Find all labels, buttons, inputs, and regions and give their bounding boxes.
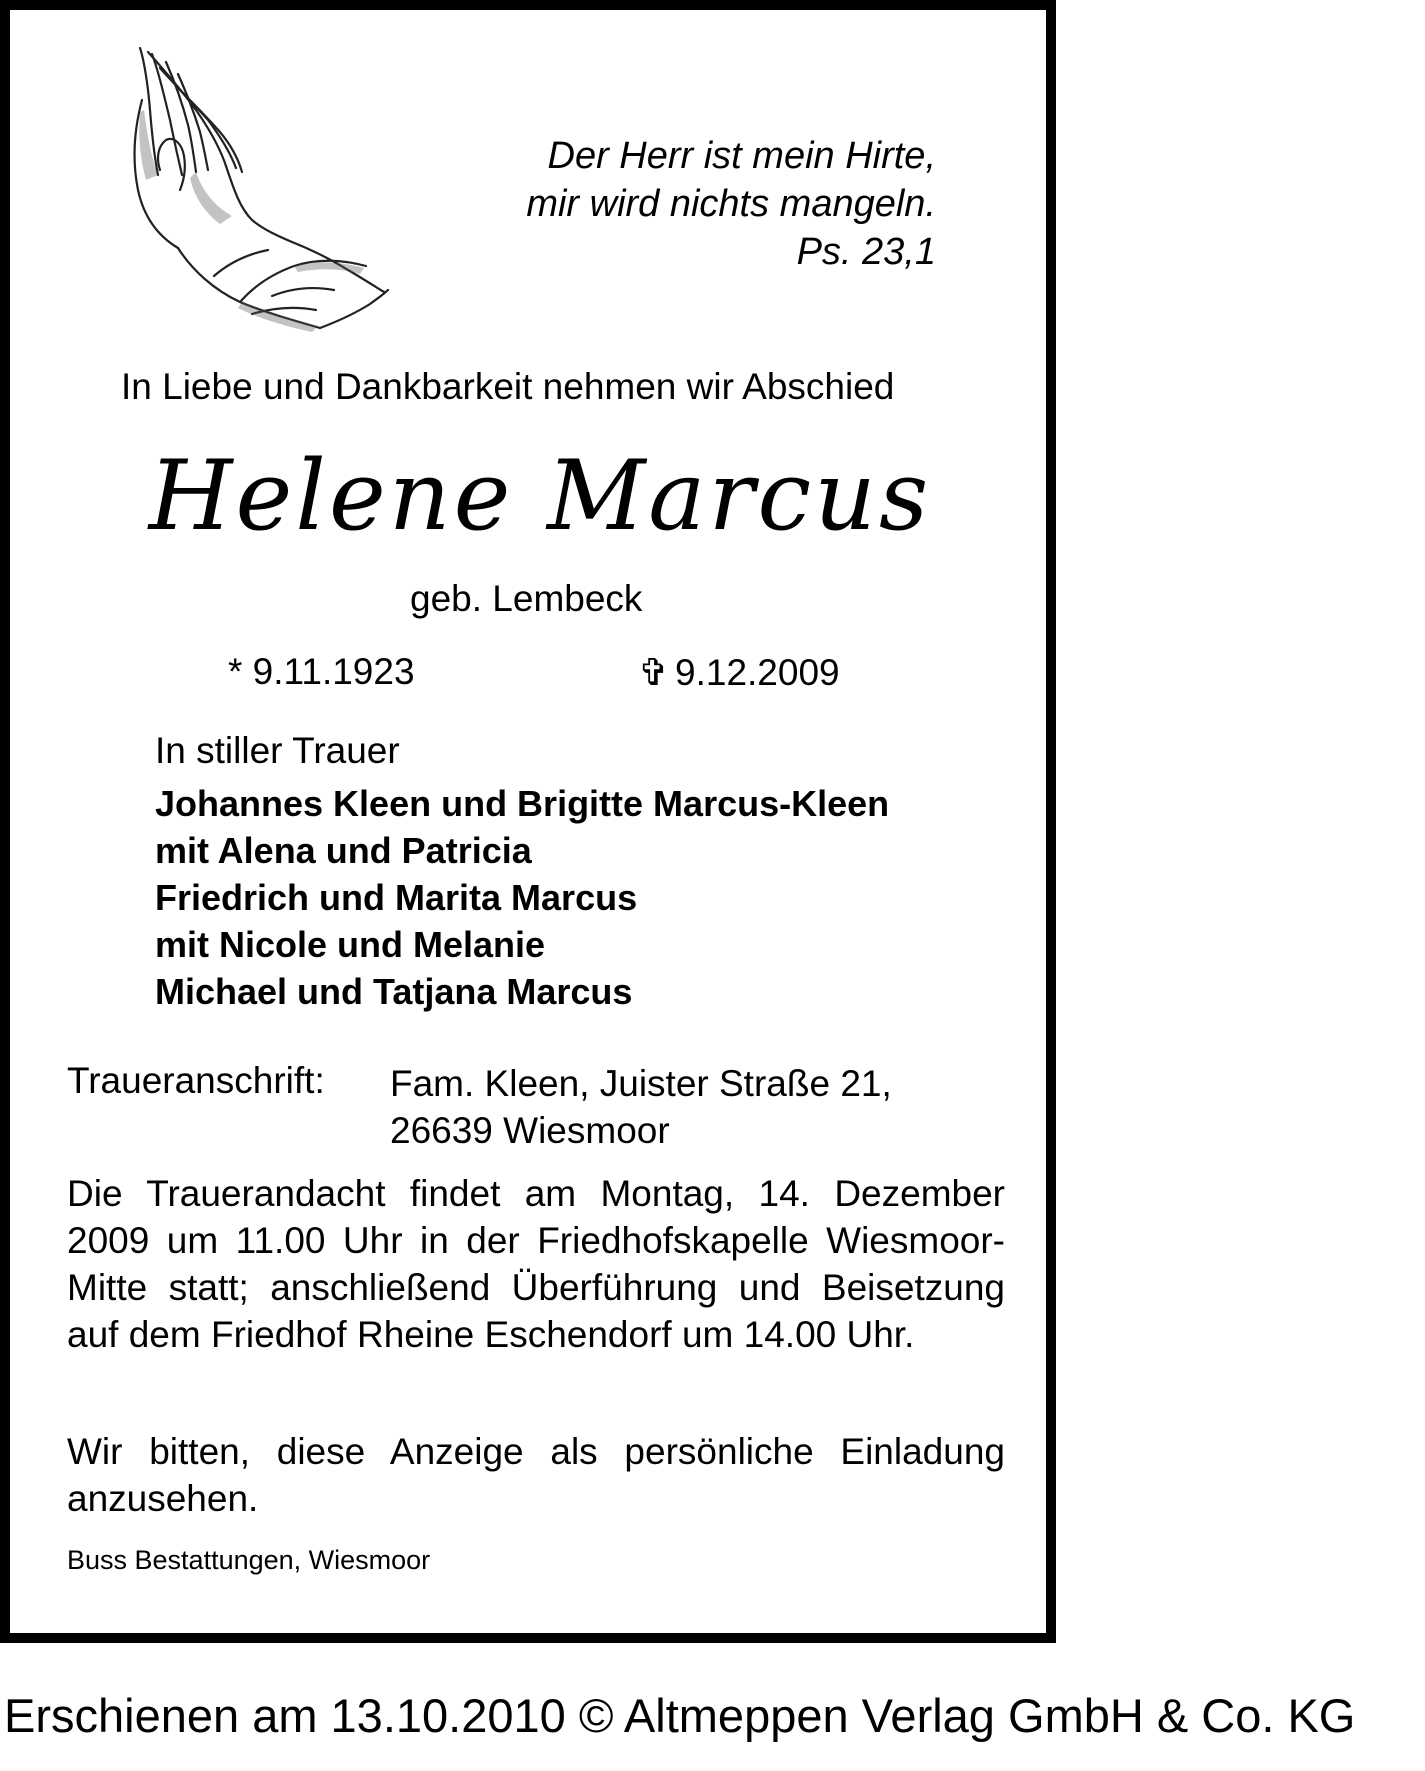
death-date: 9.12.2009: [675, 652, 840, 693]
family-line: mit Alena und Patricia: [155, 830, 532, 871]
cross-icon: ✞: [638, 652, 670, 693]
family-line: Friedrich und Marita Marcus: [155, 877, 638, 918]
family-line: mit Nicole und Melanie: [155, 924, 546, 965]
family-line: Michael und Tatjana Marcus: [155, 971, 633, 1012]
family-list: [155, 780, 889, 1015]
service-details: Die Trauerandacht findet am Montag, 14. Dezember 2009 um 11.00 Uhr in der Friedhofskapelle Wiesmoor-Mitte statt; anschließend Überführung und Beisetzung auf dem Friedhof Rheine Eschendorf um 14.00 Uhr.: [67, 1173, 1005, 1355]
deceased-name: Helene Marcus: [148, 440, 932, 552]
publication-footer: Erschienen am 13.10.2010 © Altmeppen Verlag GmbH & Co. KG: [4, 1689, 1356, 1742]
maiden-name: geb. Lembeck: [410, 578, 643, 619]
quote-reference: Ps. 23,1: [796, 231, 936, 273]
invitation-note: Wir bitten, diese Anzeige als persönliche Einladung anzusehen.: [67, 1431, 1005, 1519]
farewell-line: In Liebe und Dankbarkeit nehmen wir Abschied: [121, 366, 895, 407]
birth-date: * 9.11.1923: [228, 651, 415, 692]
address-value: [390, 1060, 1005, 1154]
praying-hands-icon: [122, 40, 392, 340]
bible-quote: [526, 132, 936, 276]
undertaker-name: Buss Bestattungen, Wiesmoor: [67, 1545, 431, 1575]
mourning-intro: In stiller Trauer: [155, 730, 400, 771]
address-label: Traueranschrift:: [67, 1060, 325, 1101]
death-date-block: [638, 651, 840, 694]
quote-line-1: Der Herr ist mein Hirte,: [547, 135, 936, 177]
quote-line-2: mir wird nichts mangeln.: [526, 183, 936, 225]
family-line: Johannes Kleen und Brigitte Marcus-Kleen: [155, 783, 890, 824]
address-line-1: Fam. Kleen, Juister Straße 21,: [390, 1063, 892, 1104]
address-line-2: 26639 Wiesmoor: [390, 1110, 670, 1151]
